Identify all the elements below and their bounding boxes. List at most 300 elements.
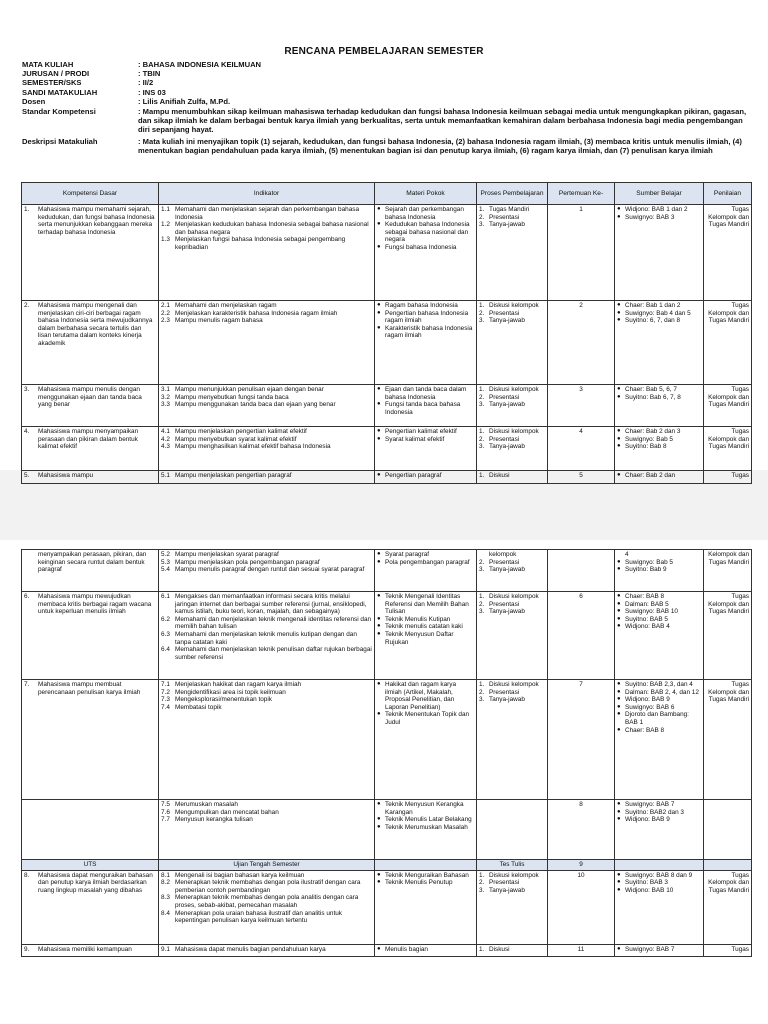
item-text: Presentasi	[489, 393, 520, 401]
cell-proses-pembelajaran	[477, 427, 548, 471]
info-row-description: Deskripsi Matakuliah : Mata kuliah ini menyajikan topik (1) sejarah, kedudukan, dan fungsi bahasa Indonesia, (2) bahasa Indonesia ragam ilmiah, (3) membaca kritis untuk menulis ilmiah, (4) menentukan bagian pendahuluan pada karya ilmiah, (5) menentukan bagian isi dan penutup karya ilmiah, (6) ragam karya ilmiah, dan (7) penulisan karya ilmiah	[22, 136, 742, 155]
cell-pertemuan	[548, 550, 615, 592]
cell-proses-pembelajaran	[477, 385, 548, 427]
bullet-text: Suyitno: BAB2 dan 3	[625, 808, 684, 816]
bullet-item	[617, 214, 701, 222]
bullet-icon: ●	[617, 393, 621, 400]
item-number: 2.	[479, 558, 485, 566]
cell-proses-pembelajaran	[477, 800, 548, 860]
item-text: Memahami dan menjelaskan teknik menulis kutipan dengan dan tanpa catatan kaki	[175, 630, 357, 646]
bullet-item	[377, 593, 474, 616]
info-row-semester: SEMESTER/SKS : II/2	[22, 78, 154, 88]
bullet-item	[377, 472, 474, 480]
list-item	[161, 302, 372, 310]
item-number: 1.	[479, 871, 485, 879]
list-item	[161, 704, 372, 712]
bullet-text: Widjono: BAB 10	[625, 886, 674, 894]
item-number: 1.	[479, 302, 485, 309]
cell-pertemuan: 8	[548, 800, 615, 860]
bullet-item	[377, 801, 474, 816]
list-item	[24, 551, 156, 574]
cell-materi-pokok	[375, 944, 477, 956]
bullet-text: Teknik Menyusun Kerangka Karangan	[385, 801, 464, 816]
item-text: Tanya-jawab	[489, 608, 525, 616]
bullet-text: Suwignyo: BAB 7	[625, 801, 675, 808]
course-info	[22, 60, 752, 155]
bullet-text: Suyitno: 6, 7, dan 8	[625, 317, 681, 325]
bullet-item	[377, 711, 474, 726]
list-item	[479, 593, 545, 601]
item-text: Tanya-jawab	[489, 886, 525, 894]
bullet-item	[617, 887, 701, 895]
list-item	[161, 616, 372, 631]
item-number: 3.	[479, 566, 485, 574]
item-number: 3.	[479, 221, 485, 229]
cell-kompetensi-dasar	[22, 800, 159, 860]
bullet-text: Teknik Menyusun Daftar Rujukan	[385, 630, 454, 646]
cell-kompetensi-dasar	[22, 944, 159, 956]
cell-penilaian: Tugas Kelompok dan Tugas Mandiri	[704, 592, 752, 680]
cell-penilaian: Tugas Kelompok dan Tugas Mandiri	[704, 427, 752, 471]
bullet-icon: ●	[617, 435, 621, 442]
item-text: Mampu menjelaskan pola pengembangan paragraf	[175, 558, 320, 566]
bullet-icon: ●	[377, 871, 381, 878]
item-number: 3.	[479, 443, 485, 451]
item-number: 4.1	[161, 428, 170, 435]
bullet-icon: ●	[617, 608, 621, 615]
bullet-item	[377, 325, 474, 340]
item-text: Tanya-jawab	[489, 566, 525, 574]
list-item	[24, 593, 156, 616]
list-item	[24, 472, 156, 480]
item-number: 8.3	[161, 894, 170, 902]
item-text: Mampu menghasilkan kalimat efektif bahasa Indonesia	[175, 443, 331, 451]
item-text: Diskusi kelompok	[489, 302, 539, 309]
bullet-item	[377, 428, 474, 436]
list-item	[479, 887, 545, 895]
list-item	[161, 428, 372, 436]
header-kompetensi-dasar: Kompetensi Dasar	[22, 183, 159, 205]
bullet-icon: ●	[617, 615, 621, 622]
list-item	[479, 551, 545, 559]
item-text: Diskusi	[489, 472, 510, 479]
bullet-text: Pengertian kalimat efektif	[385, 428, 457, 435]
bullet-icon: ●	[617, 623, 621, 630]
bullet-text: Chaer: BAB 8	[625, 726, 665, 734]
item-text: Mengumpulkan dan mencatat bahan	[175, 808, 279, 816]
list-item	[479, 559, 545, 567]
bullet-text: Suwignyo: BAB 6	[625, 703, 675, 711]
cell-indikator	[159, 471, 375, 484]
bullet-text: Syarat kalimat efektif	[385, 435, 445, 443]
cell-proses-pembelajaran	[477, 944, 548, 956]
bullet-text: Pola pengembangan paragraf	[385, 558, 470, 566]
bullet-icon: ●	[617, 558, 621, 565]
item-text: Memahami dan menjelaskan ragam	[175, 302, 277, 309]
bullet-item	[617, 711, 701, 726]
cell-pertemuan: 1	[548, 205, 615, 301]
cell-materi-pokok	[375, 205, 477, 301]
bullet-text: Suyitno: BAB 5	[625, 615, 668, 623]
cell-penilaian: Kelompok dan Tugas Mandiri	[704, 550, 752, 592]
item-text: Presentasi	[489, 879, 520, 887]
bullet-text: Fungsi bahasa Indonesia	[385, 243, 457, 251]
bullet-icon: ●	[617, 566, 621, 573]
bullet-icon: ●	[617, 808, 621, 815]
item-text: Tanya-jawab	[489, 696, 525, 704]
list-item	[479, 310, 545, 318]
bullet-item	[617, 816, 701, 824]
document-title: RENCANA PEMBELAJARAN SEMESTER	[284, 46, 484, 57]
bullet-text: Djoroto dan Bambang: BAB 1	[625, 711, 689, 726]
list-item	[161, 593, 372, 616]
list-item	[24, 946, 156, 954]
list-item	[161, 872, 372, 880]
bullet-item	[617, 681, 701, 689]
item-number: 2.	[24, 302, 30, 309]
bullet-icon: ●	[377, 623, 381, 630]
bullet-text: Dalman: BAB 2, 4, dan 12	[625, 688, 699, 696]
bullet-icon: ●	[377, 551, 381, 557]
bullet-text: Suyitno: BAB 2,3, dan 4	[625, 681, 693, 688]
item-number: 3.	[479, 317, 485, 325]
item-number: 2.	[479, 879, 485, 887]
item-number: 7.5	[161, 801, 170, 808]
cell-sumber-belajar	[615, 680, 704, 800]
item-text: Mampu menulis ragam bahasa	[175, 317, 263, 325]
bullet-icon: ●	[377, 630, 381, 637]
item-text: Mahasiswa mampu mewujudkan membaca kritis berbagai ragam wacana untuk keperluan menulis ilmiah	[38, 593, 152, 616]
list-item	[479, 436, 545, 444]
list-item	[161, 401, 372, 409]
item-number: 2.	[479, 435, 485, 443]
bullet-icon: ●	[377, 945, 381, 952]
cell-sumber-belajar	[615, 427, 704, 471]
item-text: Presentasi	[489, 435, 520, 443]
list-item	[479, 689, 545, 697]
bullet-item	[617, 310, 701, 318]
item-text: Tugas Mandiri	[489, 206, 530, 213]
uts-empty	[704, 860, 752, 871]
bullet-icon: ●	[617, 816, 621, 823]
list-item	[24, 428, 156, 451]
list-item	[161, 816, 372, 824]
bullet-text: Teknik Mengenali Identitas Referensi dan Memilih Bahan Tulisan	[385, 593, 469, 616]
bullet-item	[377, 824, 474, 832]
header-sumber-belajar: Sumber Belajar	[615, 183, 704, 205]
list-item	[24, 386, 156, 409]
table-row	[22, 550, 752, 592]
cell-sumber-belajar	[615, 944, 704, 956]
item-number: 7.4	[161, 703, 170, 711]
bullet-text: Suwignyo: Bab 5	[625, 558, 673, 566]
table-header-row	[22, 183, 752, 205]
bullet-icon: ●	[377, 221, 381, 228]
cell-kompetensi-dasar	[22, 385, 159, 427]
bullet-icon: ●	[377, 711, 381, 718]
cell-indikator	[159, 800, 375, 860]
bullet-text: Sejarah dan perkembangan bahasa Indonesia	[385, 206, 464, 221]
info-row-competency: Standar Kompetensi : Mampu menumbuhkan sikap keilmuan mahasiswa terhadap kedudukan dan fungsi bahasa Indonesia keilmuan sebagai media untuk mengungkapkan pikiran, gagasan, dan sikap ilmiah ke dalam berbagai bentuk karya ilmiah yang berkualitas, serta untuk memanfaatkan kemahiran dalam berbahasa Indonesia bagi media pengembangan diri sepanjang hayat.	[22, 107, 747, 135]
bullet-icon: ●	[377, 816, 381, 823]
item-number: 8.1	[161, 871, 170, 879]
table-row	[22, 205, 752, 301]
cell-proses-pembelajaran	[477, 301, 548, 385]
bullet-text: Menulis bagian	[385, 945, 428, 953]
item-number: 5.	[24, 472, 30, 479]
bullet-text: Widjono: BAB 1 dan 2	[625, 206, 688, 213]
table-row	[22, 592, 752, 680]
list-item	[479, 681, 545, 689]
item-number: 2.	[479, 688, 485, 696]
table-row	[22, 680, 752, 800]
bullet-item	[617, 394, 701, 402]
bullet-item	[617, 689, 701, 697]
table-body-page-1	[22, 205, 752, 484]
bullet-icon: ●	[617, 681, 621, 687]
list-item	[161, 809, 372, 817]
bullet-item	[377, 244, 474, 252]
item-text: Tanya-jawab	[489, 221, 525, 229]
bullet-item	[377, 681, 474, 711]
item-number: 9.	[24, 945, 30, 953]
item-text: Mahasiswa mampu memahami sejarah, kedudukan, dan fungsi bahasa Indonesia serta menunjukkan kebanggaan mereka terhadap bahasa Indonesia	[38, 206, 155, 236]
item-number: 3.1	[161, 386, 170, 393]
cell-kompetensi-dasar	[22, 680, 159, 800]
bullet-item	[617, 428, 701, 436]
item-number: 5.4	[161, 566, 170, 574]
bullet-item	[377, 206, 474, 221]
cell-indikator	[159, 385, 375, 427]
cell-indikator	[159, 205, 375, 301]
item-number: 7.	[24, 681, 30, 688]
item-text: Menjelaskan hakikat dan ragam karya ilmiah	[175, 681, 302, 688]
item-text: Diskusi kelompok	[489, 386, 539, 393]
bullet-item	[617, 436, 701, 444]
item-number: 2.2	[161, 309, 170, 317]
item-number: 4.3	[161, 443, 170, 451]
bullet-text: Chaer: Bab 2 dan	[625, 472, 676, 479]
bullet-text: Chaer: BAB 8	[625, 593, 665, 600]
bullet-icon: ●	[377, 309, 381, 316]
cell-kompetensi-dasar	[22, 301, 159, 385]
cell-materi-pokok	[375, 550, 477, 592]
bullet-text: Suwignyo: BAB 3	[625, 213, 675, 221]
cell-indikator	[159, 592, 375, 680]
cell-pertemuan: 6	[548, 592, 615, 680]
list-item	[479, 302, 545, 310]
item-text: Mampu menulis paragraf dengan runtut dan sesuai syarat paragraf	[175, 566, 365, 574]
bullet-text: Teknik Menguraikan Bahasan	[385, 871, 469, 879]
item-number: 6.	[24, 593, 30, 600]
bullet-item	[617, 472, 701, 480]
list-item	[479, 317, 545, 325]
list-item	[161, 206, 372, 221]
item-text: Memahami dan menjelaskan teknik penulisan daftar rujukan berbagai sumber referensi	[175, 646, 372, 661]
bullet-text: Pengertian paragraf	[385, 472, 442, 479]
list-item	[161, 631, 372, 646]
list-item	[479, 946, 545, 954]
item-text: Mampu menjelaskan pengertian kalimat efektif	[175, 428, 307, 435]
item-text: Menjelaskan karakteristik bahasa Indonesia ragam ilmiah	[175, 309, 338, 317]
item-number: 1.	[479, 386, 485, 393]
item-text: Tanya-jawab	[489, 443, 525, 451]
bullet-item	[617, 593, 701, 601]
item-number: 1.2	[161, 221, 170, 229]
bullet-item	[377, 436, 474, 444]
item-number: 3.	[479, 886, 485, 894]
bullet-icon: ●	[377, 879, 381, 886]
cell-kompetensi-dasar	[22, 550, 159, 592]
table-row	[22, 471, 752, 484]
cell-penilaian: Tugas Kelompok dan Tugas Mandiri	[704, 205, 752, 301]
item-number: 6.3	[161, 630, 170, 638]
item-text: Mengakses dan memanfaatkan informasi secara kritis melalui jaringan internet dan berbagai sumber referensi (jurnal, ensiklopedi, kamus istilah, buku teori, koran, majalah, dan sebagainya)	[175, 593, 367, 616]
list-item	[479, 394, 545, 402]
cell-penilaian: Tugas	[704, 471, 752, 484]
item-number: 6.4	[161, 646, 170, 654]
bullet-text: Suyitno: Bab 9	[625, 566, 667, 574]
bullet-item	[377, 401, 474, 416]
bullet-icon: ●	[617, 472, 621, 478]
cell-indikator	[159, 427, 375, 471]
list-item	[161, 696, 372, 704]
item-text: Mampu menunjukkan penulisan ejaan dengan benar	[175, 386, 324, 393]
item-text: Diskusi	[489, 945, 510, 953]
bullet-item	[617, 616, 701, 624]
item-number: 4.2	[161, 435, 170, 443]
bullet-icon: ●	[617, 688, 621, 695]
bullet-text: Widjono: BAB 9	[625, 696, 670, 704]
cell-kompetensi-dasar	[22, 592, 159, 680]
item-text: Memahami dan menjelaskan sejarah dan perkembangan bahasa Indonesia	[175, 206, 360, 221]
item-text: Mengeksplorasi/menentukan topik	[175, 696, 272, 704]
list-item	[161, 236, 372, 251]
cell-pertemuan: 5	[548, 471, 615, 484]
bullet-icon: ●	[617, 726, 621, 733]
bullet-text: Dalman: BAB 5	[625, 600, 669, 608]
item-text: Mahasiswa dapat menguraikan bahasan dan penutup karya ilmiah berdasarkan ruang lingkup masalah yang dibahas	[38, 871, 153, 894]
bullet-icon: ●	[617, 703, 621, 710]
bullet-item	[377, 816, 474, 824]
item-text: Presentasi	[489, 688, 520, 696]
table-row	[22, 944, 752, 956]
bullet-text: Suwignyo: BAB 8 dan 9	[625, 871, 693, 879]
bullet-text: Kedudukan bahasa Indonesia sebagai bahasa nasional dan negara	[385, 221, 470, 244]
bullet-item	[377, 302, 474, 310]
bullet-item	[617, 302, 701, 310]
item-text: Membatasi topik	[175, 703, 222, 711]
list-item	[161, 559, 372, 567]
header-pertemuan: Pertemuan Ke-	[548, 183, 615, 205]
bullet-text: Chaer: Bab 2 dan 3	[625, 428, 681, 435]
bullet-item	[617, 608, 701, 616]
cell-sumber-belajar	[615, 870, 704, 944]
list-item	[479, 872, 545, 880]
bullet-text: Teknik Menentukan Topik dan Judul	[385, 711, 470, 726]
uts-row	[22, 860, 752, 871]
bullet-icon: ●	[617, 871, 621, 878]
bullet-icon: ●	[377, 615, 381, 622]
item-text: Merumuskan masalah	[175, 801, 238, 808]
bullet-icon: ●	[617, 593, 621, 599]
bullet-item	[617, 551, 701, 559]
bullet-icon: ●	[617, 302, 621, 308]
cell-sumber-belajar	[615, 800, 704, 860]
item-number: 7.6	[161, 808, 170, 816]
cell-pertemuan: 4	[548, 427, 615, 471]
item-number: 7.1	[161, 681, 170, 688]
list-item	[479, 428, 545, 436]
cell-kompetensi-dasar	[22, 427, 159, 471]
cell-materi-pokok	[375, 471, 477, 484]
item-number: 3.2	[161, 393, 170, 401]
item-number: 1.	[479, 593, 485, 600]
item-number: 5.2	[161, 551, 170, 558]
cell-pertemuan: 7	[548, 680, 615, 800]
cell-indikator	[159, 680, 375, 800]
bullet-icon: ●	[617, 696, 621, 703]
bullet-text: Suyitno: Bab 8	[625, 443, 667, 451]
header-proses-pembelajaran: Proses Pembelajaran	[477, 183, 548, 205]
bullet-item	[377, 221, 474, 244]
bullet-icon: ●	[377, 558, 381, 565]
bullet-icon: ●	[617, 443, 621, 450]
item-text: Menerapkan teknik membahas dengan pola ilustratif dengan cara pemberian contoh pembandingan	[175, 879, 361, 894]
info-row-program: JURUSAN / PRODI : TBIN	[22, 69, 161, 79]
bullet-item	[617, 386, 701, 394]
cell-materi-pokok	[375, 800, 477, 860]
item-text: Menyusun kerangka tulisan	[175, 816, 253, 824]
item-text: Diskusi kelompok	[489, 593, 539, 600]
list-item	[479, 443, 545, 451]
item-text: Mampu menyebutkan fungsi tanda baca	[175, 393, 289, 401]
item-number: 3.	[479, 696, 485, 704]
list-item	[479, 214, 545, 222]
list-item	[479, 601, 545, 609]
item-number: 1.	[479, 206, 485, 213]
bullet-item	[617, 727, 701, 735]
info-row-lecturer: Dosen : Lilis Anifiah Zulfa, M.Pd.	[22, 96, 231, 106]
rps-table-page-2	[21, 549, 752, 957]
cell-materi-pokok	[375, 592, 477, 680]
cell-indikator	[159, 870, 375, 944]
bullet-item	[617, 566, 701, 574]
item-text: Presentasi	[489, 213, 520, 221]
bullet-text: Suwignyo: BAB 10	[625, 608, 678, 616]
bullet-item	[377, 946, 474, 954]
list-item	[161, 436, 372, 444]
list-item	[479, 696, 545, 704]
table-row	[22, 385, 752, 427]
cell-indikator	[159, 944, 375, 956]
list-item	[161, 386, 372, 394]
list-item	[479, 206, 545, 214]
item-number: 5.3	[161, 558, 170, 566]
bullet-icon: ●	[617, 317, 621, 324]
item-text: Mahasiswa dapat menulis bagian pendahuluan karya	[175, 945, 326, 953]
bullet-text: Ejaan dan tanda baca dalam bahasa Indonesia	[385, 386, 467, 401]
bullet-text: Ragam bahasa Indonesia	[385, 302, 458, 309]
item-text: Mampu menjelaskan pengertian paragraf	[175, 472, 292, 479]
list-item	[161, 566, 372, 574]
bullet-item	[617, 809, 701, 817]
table-body-page-2	[22, 550, 752, 957]
bullet-icon: ●	[377, 823, 381, 830]
bullet-item	[377, 872, 474, 880]
item-text: kelompok	[489, 551, 517, 558]
cell-sumber-belajar	[615, 301, 704, 385]
